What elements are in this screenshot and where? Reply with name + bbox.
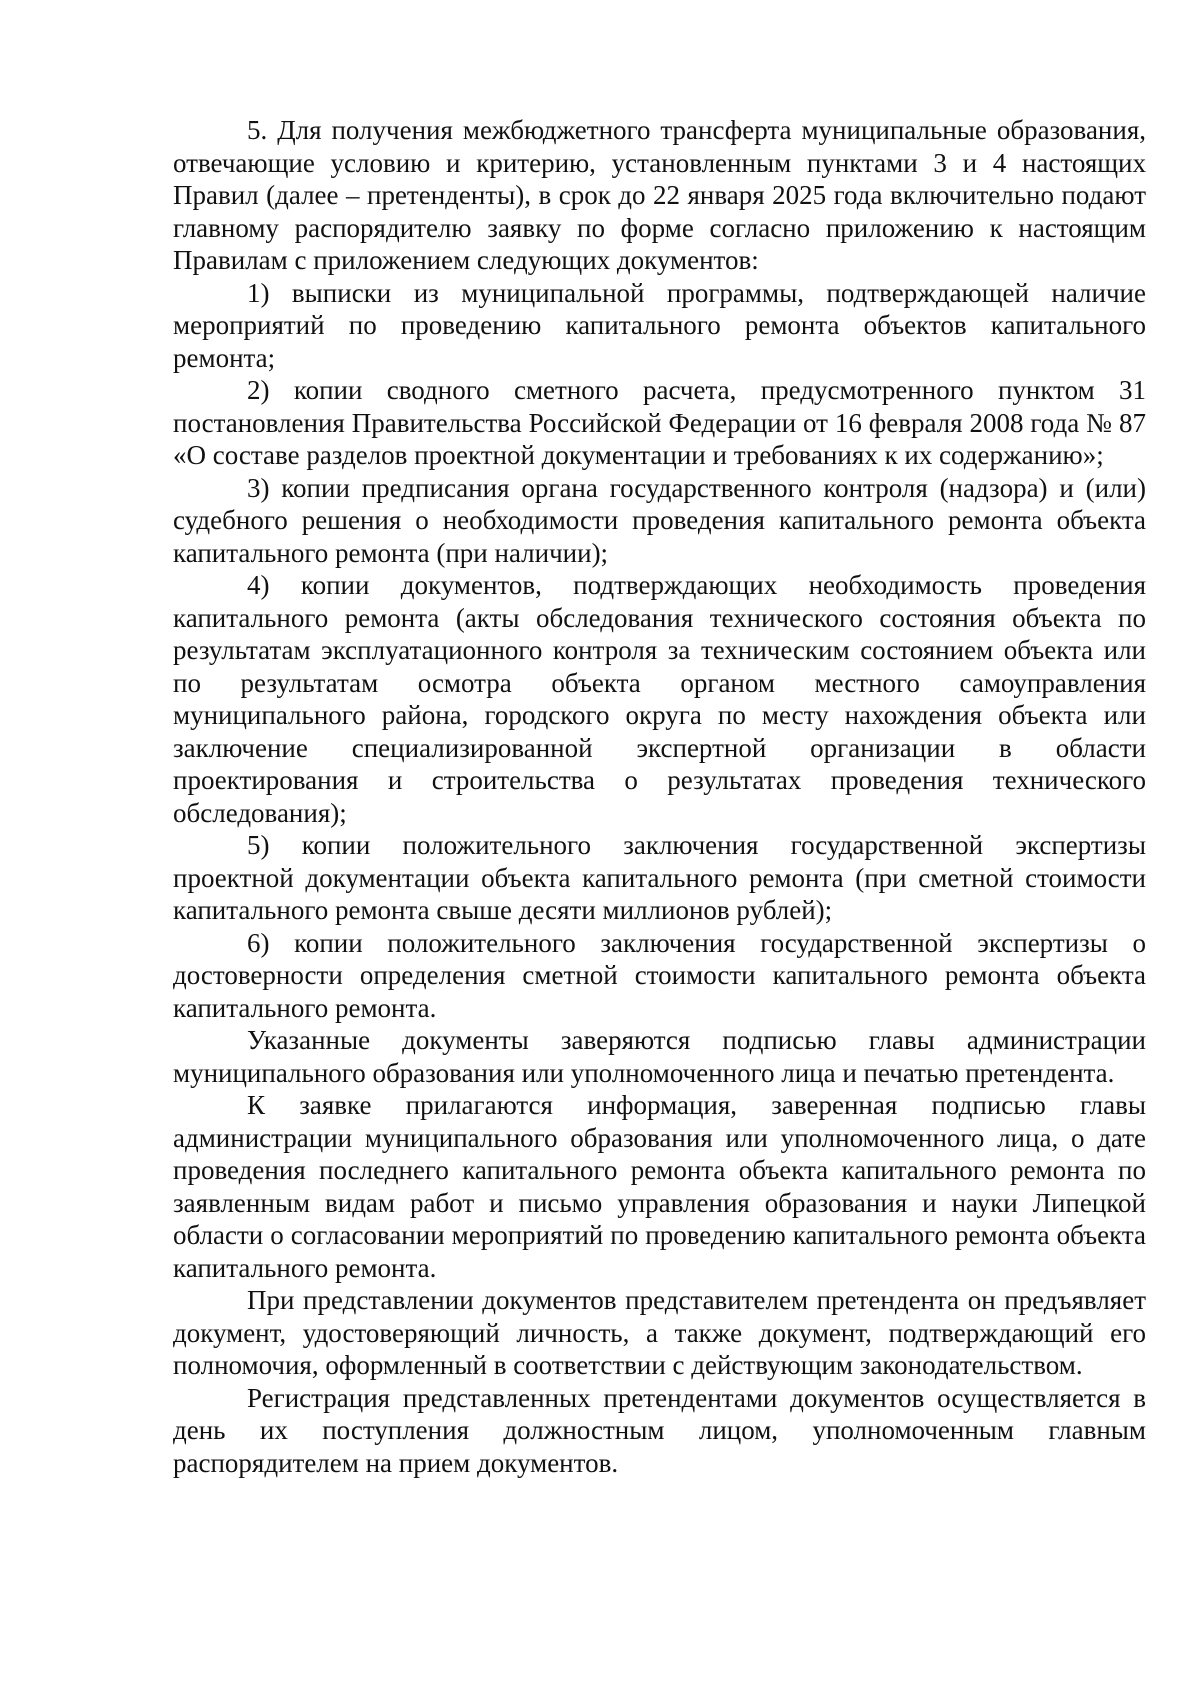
list-item-3-prescription-copy: 3) копии предписания органа государственного контроля (надзора) и (или) судебного решения о необходимости проведения капитального ремонта объекта капитального ремонта (при наличии);: [173, 472, 1146, 568]
list-item-4-necessity-documents: 4) копии документов, подтверждающих необходимость проведения капитального ремонта (акты обследования технического состояния объекта по результатам эксплуатационного контроля за техническим состоянием объекта или по результатам осмотра объекта органом местного самоуправления муниципального района, городского округа по месту нахождения объекта или заключение специализированной экспертной организации в области проектирования и строительства о результатах проведения технического обследования);: [173, 570, 1146, 828]
list-item-1-program-extract: 1) выписки из муниципальной программы, подтверждающей наличие мероприятий по проведению капитального ремонта объектов капитального ремонта;: [173, 277, 1146, 373]
paragraph-registration: Регистрация представленных претендентами документов осуществляется в день их поступления должностным лицом, уполномоченным главным распорядителем на прием документов.: [173, 1382, 1146, 1478]
paragraph-attachments: К заявке прилагаются информация, заверенная подписью главы администрации муниципального образования или уполномоченного лица, о дате проведения последнего капитального ремонта объекта капитального ремонта по заявленным видам работ и письмо управления образования и науки Липецкой области о согласовании мероприятий по проведению капитального ремонта объекта капитального ремонта.: [173, 1090, 1146, 1283]
paragraph-certification: Указанные документы заверяются подписью главы администрации муниципального образования или уполномоченного лица и печатью претендента.: [173, 1025, 1146, 1088]
list-item-5-project-expertise: 5) копии положительного заключения государственной экспертизы проектной документации объекта капитального ремонта (при сметной стоимости капитального ремонта свыше десяти миллионов рублей);: [173, 830, 1146, 925]
list-item-2-estimate-copy: 2) копии сводного сметного расчета, предусмотренного пунктом 31 постановления Правительства Российской Федерации от 16 февраля 2008 года № 87 «О составе разделов проектной документации и требованиях к их содержанию»;: [173, 375, 1146, 470]
paragraph-5-application: 5. Для получения межбюджетного трансферта муниципальные образования, отвечающие условию и критерию, установленным пунктами 3 и 4 настоящих Правил (далее – претенденты), в срок до 22 января 2025 года включительно подают главному распорядителю заявку по форме согласно приложению к настоящим Правилам с приложением следующих документов:: [173, 115, 1146, 275]
document-body: [173, 114, 1146, 1479]
paragraph-representative: При представлении документов представителем претендента он предъявляет документ, удостоверяющий личность, а также документ, подтверждающий его полномочия, оформленный в соответствии с действующим законодательством.: [173, 1285, 1146, 1380]
list-item-6-cost-expertise: 6) копии положительного заключения государственной экспертизы о достоверности определения сметной стоимости капитального ремонта объекта капитального ремонта.: [173, 927, 1146, 1023]
